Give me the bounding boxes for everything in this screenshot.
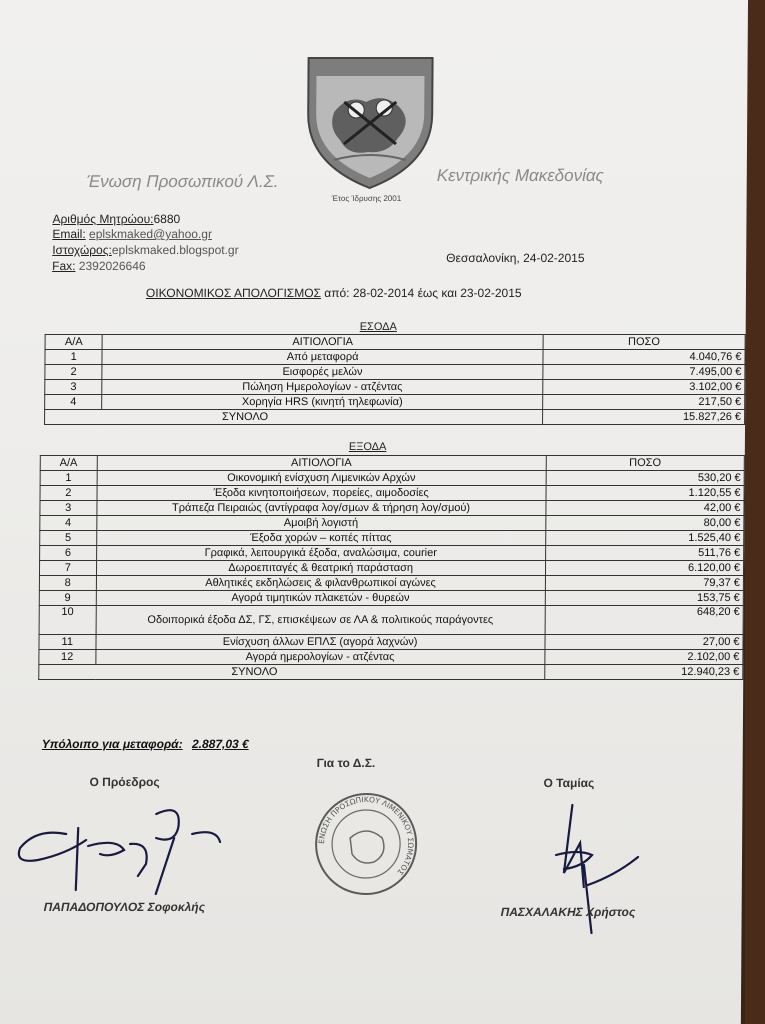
president-signature: [6, 798, 237, 898]
expenses-total: 12.940,23 €: [544, 665, 742, 680]
row-amount: 2.102,00 €: [545, 650, 743, 665]
website-label: Ιστοχώρος:: [52, 243, 112, 257]
income-header-row: [45, 335, 745, 350]
row-no: 7: [39, 561, 96, 576]
report-title-text: ΟΙΚΟΝΟΜΙΚΟΣ ΑΠΟΛΟΓΙΣΜΟΣ: [145, 286, 322, 300]
table-row: [45, 395, 745, 410]
website-link[interactable]: eplskmaked.blogspot.gr: [111, 243, 239, 257]
row-no: 9: [39, 591, 96, 606]
table-row: [40, 546, 744, 561]
balance-value: 2.887,03 €: [191, 737, 249, 751]
treasurer-name: ΠΑΣΧΑΛΑΚΗΣ Χρήστος: [500, 905, 636, 919]
row-no: 12: [39, 650, 96, 665]
table-row: [39, 561, 743, 576]
row-desc: Αγορά τιμητικών πλακετών - θυρεών: [96, 591, 545, 606]
row-amount: 79,37 €: [545, 576, 743, 591]
row-no: 10: [39, 606, 96, 635]
table-row: [39, 650, 743, 665]
email-link[interactable]: eplskmaked@yahoo.gr: [89, 227, 213, 241]
row-no: 6: [40, 546, 97, 561]
row-amount: 3.102,00 €: [543, 380, 745, 395]
table-row: [40, 516, 744, 531]
fax-line: [52, 259, 146, 273]
fax-label: Fax:: [52, 259, 76, 273]
website-line: [52, 243, 238, 257]
table-row: [39, 576, 743, 591]
table-row: [45, 350, 745, 365]
stamp-text: ΕΝΩΣΗ ΠΡΟΣΩΠΙΚΟΥ ΛΙΜΕΝΙΚΟΥ ΣΩΜΑΤΟΣ: [317, 794, 416, 877]
registry-value: 6880: [153, 212, 181, 226]
row-desc: Ενίσχυση άλλων ΕΠΛΣ (αγορά λαχνών): [96, 635, 545, 650]
total-spacer: [39, 665, 96, 680]
row-no: 4: [40, 516, 97, 531]
row-no: 1: [40, 471, 97, 486]
row-amount: 27,00 €: [545, 635, 743, 650]
email-line: [52, 227, 212, 241]
balance-label: Υπόλοιπο για μεταφορά:: [41, 737, 183, 751]
registry-line: [52, 212, 180, 226]
row-desc: Αμοιβή λογιστή: [96, 516, 545, 531]
row-no: 8: [39, 576, 96, 591]
background-edge: [745, 0, 765, 1024]
org-name-left: Ένωση Προσωπικού Λ.Σ.: [86, 172, 279, 191]
table-row: [40, 471, 744, 486]
expenses-header-row: [40, 456, 744, 471]
row-amount: 7.495,00 €: [543, 365, 745, 380]
col-header-desc: ΑΙΤΙΟΛΟΓΙΑ: [97, 456, 546, 471]
income-table: [44, 334, 746, 425]
email-label: Email:: [52, 227, 86, 241]
row-amount: 4.040,76 €: [543, 350, 745, 365]
table-row: [40, 486, 744, 501]
table-row: [45, 380, 745, 395]
fax-value: 2392026646: [78, 259, 146, 273]
table-row: [39, 635, 743, 650]
row-desc: Εισφορές μελών: [102, 365, 542, 380]
expenses-section-title: ΕΞΟΔΑ: [348, 441, 387, 453]
report-title: [146, 286, 522, 300]
row-desc: Οικονομική ενίσχυση Λιμενικών Αρχών: [97, 471, 546, 486]
row-desc: Γραφικά, λειτουργικά έξοδα, αναλώσιμα, courier: [96, 546, 545, 561]
row-no: 1: [45, 350, 102, 365]
col-header-amount: ΠΟΣΟ: [546, 456, 744, 471]
table-row: [45, 365, 745, 380]
expenses-table: [38, 455, 745, 680]
row-amount: 6.120,00 €: [545, 561, 743, 576]
row-no: 2: [40, 486, 97, 501]
registry-label: Αριθμός Μητρώου:: [52, 212, 154, 226]
row-amount: 80,00 €: [545, 516, 743, 531]
row-amount: 530,20 €: [546, 471, 744, 486]
table-row: [39, 591, 743, 606]
treasurer-title: Ο Ταμίας: [543, 776, 595, 790]
row-desc: Έξοδα χορών – κοπές πίττας: [96, 531, 545, 546]
col-header-no: Α/Α: [40, 456, 97, 471]
official-stamp: [312, 788, 423, 900]
row-no: 4: [45, 395, 102, 410]
row-desc: Από μεταφορά: [102, 350, 542, 365]
expenses-total-row: [39, 665, 743, 680]
row-amount: 511,76 €: [545, 546, 743, 561]
table-row: [39, 606, 743, 635]
total-label: ΣΥΝΟΛΟ: [102, 410, 542, 425]
row-no: 3: [40, 501, 97, 516]
row-desc: Τράπεζα Πειραιώς (αντίγραφα λογ/σμων & τήρηση λογ/σμού): [96, 501, 545, 516]
income-section-title: ΕΣΟΔΑ: [359, 321, 397, 333]
total-label: ΣΥΝΟΛΟ: [95, 665, 544, 680]
row-amount: 1.525,40 €: [545, 531, 743, 546]
row-desc: Οδοιπορικά έξοδα ΔΣ, ΓΣ, επισκέψεων σε ΛΑ & πολιτικούς παράγοντες: [96, 606, 545, 635]
president-name: ΠΑΠΑΔΟΠΟΥΛΟΣ Σοφοκλής: [43, 900, 206, 914]
row-amount: 1.120,55 €: [546, 486, 744, 501]
table-row: [40, 501, 744, 516]
row-no: 5: [40, 531, 97, 546]
emblem-logo: [304, 52, 437, 192]
table-row: [40, 531, 744, 546]
row-desc: Αθλητικές εκδηλώσεις & φιλανθρωπικοί αγώνες: [96, 576, 545, 591]
total-spacer: [45, 410, 102, 425]
row-no: 3: [45, 380, 102, 395]
org-name-right: Κεντρικής Μακεδονίας: [436, 166, 604, 185]
row-amount: 42,00 €: [546, 501, 744, 516]
col-header-no: Α/Α: [45, 335, 102, 350]
row-desc: Αγορά ημερολογίων - ατζέντας: [95, 650, 544, 665]
row-amount: 648,20 €: [545, 606, 743, 635]
row-desc: Έξοδα κινητοποιήσεων, πορείες, αιμοδοσίες: [97, 486, 546, 501]
col-header-desc: ΑΙΤΙΟΛΟΓΙΑ: [102, 335, 542, 350]
row-desc: Χορηγία HRS (κινητή τηλεφωνία): [102, 395, 542, 410]
row-desc: Πώληση Ημερολογίων - ατζέντας: [102, 380, 542, 395]
row-no: 11: [39, 635, 96, 650]
document-date: Θεσσαλονίκη, 24-02-2015: [446, 251, 585, 265]
row-no: 2: [45, 365, 102, 380]
income-total: 15.827,26 €: [542, 410, 744, 425]
row-desc: Δωροεπιταγές & θεατρική παράσταση: [96, 561, 545, 576]
emblem-founded-text: Έτος Ίδρυσης 2001: [331, 194, 402, 203]
president-title: Ο Πρόεδρος: [89, 775, 160, 789]
for-board-text: Για το Δ.Σ.: [316, 756, 376, 770]
income-total-row: [45, 410, 745, 425]
col-header-amount: ΠΟΣΟ: [543, 335, 745, 350]
balance-line: [42, 737, 249, 751]
row-amount: 153,75 €: [545, 591, 743, 606]
report-period: από: 28-02-2014 έως και 23-02-2015: [320, 286, 522, 300]
row-amount: 217,50 €: [542, 395, 744, 410]
